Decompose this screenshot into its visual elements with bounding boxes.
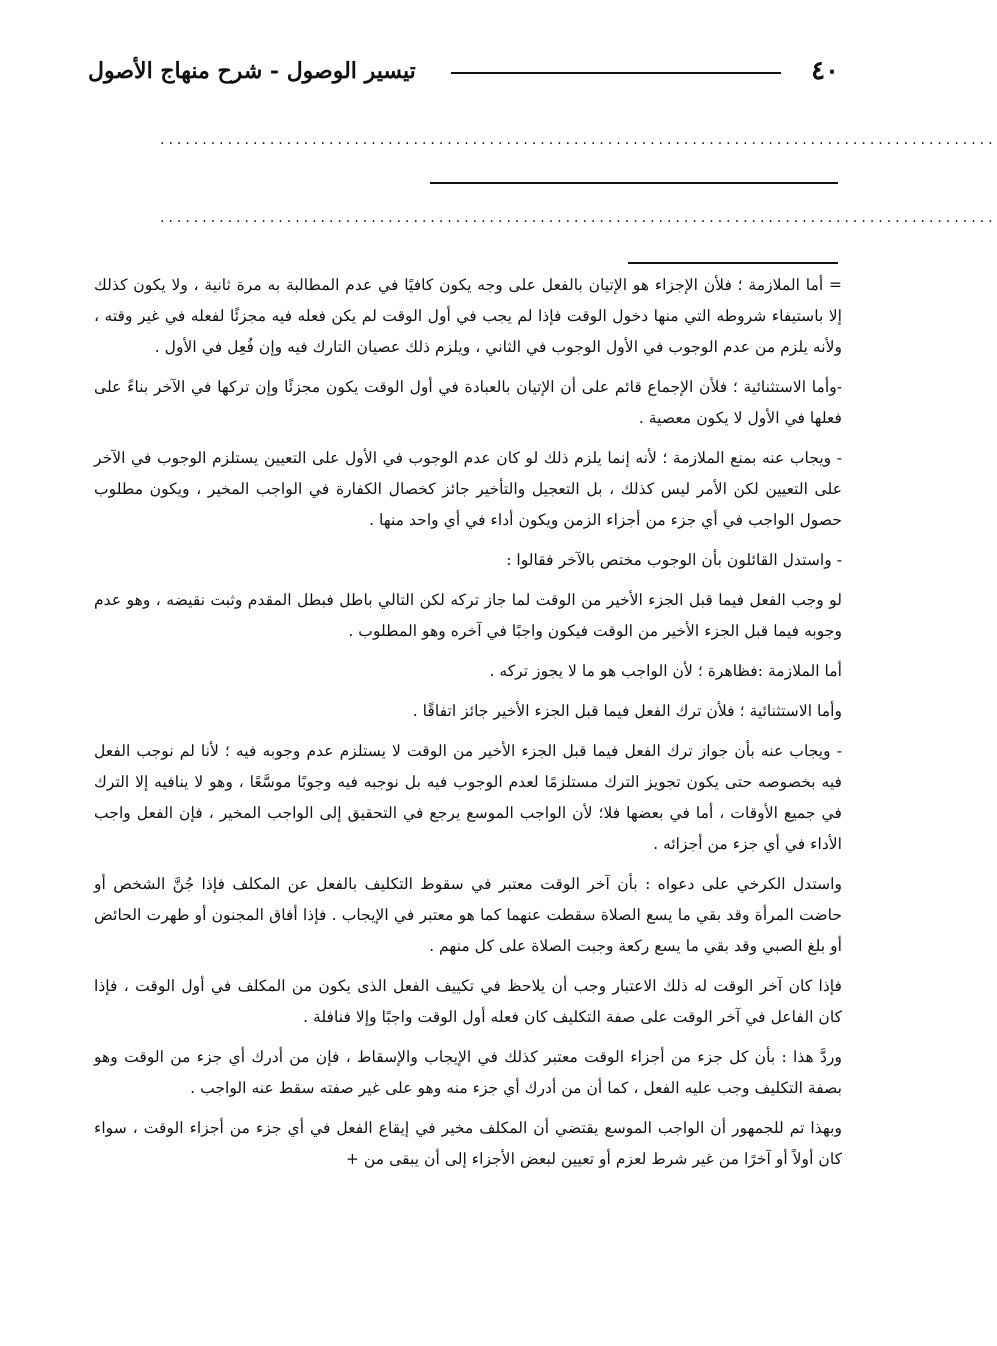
body-text (94, 270, 842, 1184)
page-number: ٤٠ (811, 56, 839, 86)
running-title: تيسير الوصول - شرح منهاج الأصول (88, 58, 416, 84)
dotted-separator-1: ................................................................................................... (160, 132, 997, 148)
header-rule (451, 72, 781, 74)
paragraph: = أما الملازمة ؛ فلأن الإجزاء هو الإتيان بالفعل على وجه يكون كافيًا في عدم المطالبة به مرة ثانية ، ولا يكون كذلك إلا باستيفاء شروطه التي منها دخول الوقت فإذا لم يجب في أول الوقت لم يكن فعله فيه مجزئًا لفعله في غير وقته ، ولأنه يلزم من عدم الوجوب في الأول الوجوب في الثاني ، ويلزم ذلك عصيان التارك فيه وإن فُعِل في الأول . (94, 276, 842, 356)
rule-separator-2 (628, 262, 838, 264)
paragraph: -وأما الاستثنائية ؛ فلأن الإجماع قائم على أن الإتيان بالعبادة في أول الوقت يكون مجزئًا وإن تركها في الآخر بناءً على فعلها في الأول لا يكون معصية . (94, 378, 842, 427)
dotted-separator-2: ................................................................................................... (160, 210, 997, 226)
paragraph: أما الملازمة :فظاهرة ؛ لأن الواجب هو ما لا يجوز تركه . (489, 662, 842, 680)
paragraph: فإذا كان آخر الوقت له ذلك الاعتبار وجب أن يلاحظ في تكييف الفعل الذى يكون من المكلف في أول الوقت ، فإذا كان الفاعل في آخر الوقت على صفة التكليف كان فعله أول الوقت واجبًا وإلا فنافلة . (94, 977, 842, 1026)
paragraph: لو وجب الفعل فيما قبل الجزء الأخير من الوقت لما جاز تركه لكن التالي باطل فبطل المقدم وثبت نقيضه ، وهو عدم وجوبه فيما قبل الجزء الأخير من الوقت فيكون واجبًا في آخره وهو المطلوب . (94, 591, 842, 640)
paragraph: واستدل الكرخي على دعواه : بأن آخر الوقت معتبر في سقوط التكليف بالفعل عن المكلف فإذا جُنَّ الشخص أو حاضت المرأة وقد بقي ما يسع الصلاة سقطت عنهما كما هو معتبر في الإيجاب . فإذا أفاق المجنون أو طهرت الحائض أو بلغ الصبي وقد بقي ما يسع ركعة وجبت الصلاة على كل منهم . (94, 875, 843, 955)
paragraph: وأما الاستثنائية ؛ فلأن ترك الفعل فيما قبل الجزء الأخير جائز اتفاقًا . (412, 702, 842, 720)
rule-separator-1 (430, 182, 838, 184)
page-header (88, 52, 839, 92)
paragraph: وردَّ هذا : بأن كل جزء من أجزاء الوقت معتبر كذلك في الإيجاب والإسقاط ، فإن من أدرك أي جزء من الوقت وهو بصفة التكليف وجب عليه الفعل ، كما أن من أدرك أي جزء منه وهو على غير صفته سقط عنه الواجب . (94, 1048, 842, 1097)
paragraph: وبهذا تم للجمهور أن الواجب الموسع يقتضي أن المكلف مخير في إيقاع الفعل في أي جزء من أجزاء الوقت ، سواء كان أولاً أو آخرًا من غير شرط لعزم أو تعيين لبعض الأجزاء إلى أن يبقى من + (94, 1119, 842, 1168)
paragraph: - واستدل القائلون بأن الوجوب مختص بالآخر فقالوا : (506, 551, 842, 569)
paragraph: - ويجاب عنه بمنع الملازمة ؛ لأنه إنما يلزم ذلك لو كان عدم الوجوب في الأول على التعيين يستلزم الوجوب في الآخر على التعيين لكن الأمر ليس كذلك ، بل التعجيل والتأخير جائز كخصال الكفارة في الواجب المخير ، ويكون مطلوب حصول الواجب في أي جزء من أجزاء الزمن ويكون أداء في أي واحد منها . (94, 449, 842, 529)
paragraph: - ويجاب عنه بأن جواز ترك الفعل فيما قبل الجزء الأخير من الوقت لا يستلزم عدم وجوبه فيه ؛ لأنا لم نوجب الفعل فيه بخصوصه حتى يكون تجويز الترك مستلزمًا لعدم الوجوب فيه بل نوجبه فيه وجوبًا موسَّعًا ، وهو لا ينافيه إلا الترك في جميع الأوقات ، أما في بعضها فلا؛ لأن الواجب الموسع يرجع في التحقيق إلى الواجب المخير ، فإن الفعل واجب الأداء في أي جزء من أجزائه . (94, 742, 842, 853)
